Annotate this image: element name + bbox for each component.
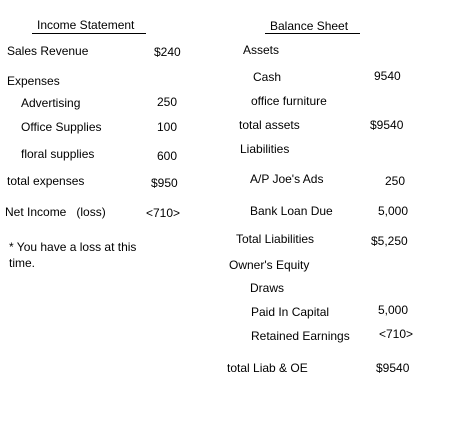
total-assets-label: total assets bbox=[239, 118, 300, 132]
equity-paid-in-capital-value: 5,000 bbox=[378, 303, 409, 317]
expense-office-supplies-label: Office Supplies bbox=[21, 120, 102, 134]
income-statement-title: Income Statement bbox=[37, 18, 135, 32]
asset-cash-value: 9540 bbox=[374, 69, 401, 83]
net-income-value: <710> bbox=[146, 206, 181, 220]
expense-advertising-value: 250 bbox=[157, 95, 178, 109]
total-assets-value: $9540 bbox=[370, 118, 404, 132]
expenses-header: Expenses bbox=[7, 74, 60, 88]
sales-revenue-label: Sales Revenue bbox=[7, 44, 89, 58]
liability-bank-loan-label: Bank Loan Due bbox=[250, 204, 333, 218]
expense-floral-supplies-value: 600 bbox=[157, 149, 178, 163]
liability-joes-ads-label: A/P Joe's Ads bbox=[250, 172, 324, 186]
expense-advertising-label: Advertising bbox=[21, 96, 81, 110]
asset-office-furniture-label: office furniture bbox=[251, 94, 327, 108]
liability-bank-loan-value: 5,000 bbox=[378, 204, 409, 218]
equity-paid-in-capital-label: Paid In Capital bbox=[251, 305, 330, 319]
total-expenses-value: $950 bbox=[151, 176, 178, 190]
liability-joes-ads-value: 250 bbox=[385, 174, 406, 188]
equity-retained-earnings-label: Retained Earnings bbox=[251, 329, 350, 343]
net-income-label: Net Income (loss) bbox=[5, 205, 106, 219]
expense-office-supplies-value: 100 bbox=[157, 120, 178, 134]
total-liab-oe-label: total Liab & OE bbox=[227, 361, 308, 375]
liabilities-header: Liabilities bbox=[240, 142, 290, 156]
assets-header: Assets bbox=[243, 43, 280, 57]
total-liabilities-value: $5,250 bbox=[371, 234, 408, 248]
equity-retained-earnings-value: <710> bbox=[379, 327, 414, 341]
total-liab-oe-value: $9540 bbox=[376, 361, 410, 375]
loss-note: * You have a loss at this time. bbox=[9, 240, 137, 270]
balance-sheet-title-underline bbox=[265, 33, 360, 34]
equity-draws-label: Draws bbox=[250, 281, 285, 295]
owners-equity-header: Owner's Equity bbox=[229, 258, 310, 272]
expense-floral-supplies-label: floral supplies bbox=[21, 147, 95, 161]
total-liabilities-label: Total Liabilities bbox=[236, 232, 315, 246]
income-statement-title-underline bbox=[32, 33, 146, 34]
sales-revenue-value: $240 bbox=[154, 45, 181, 59]
total-expenses-label: total expenses bbox=[7, 174, 85, 188]
asset-cash-label: Cash bbox=[253, 70, 282, 84]
balance-sheet-title: Balance Sheet bbox=[270, 19, 349, 33]
